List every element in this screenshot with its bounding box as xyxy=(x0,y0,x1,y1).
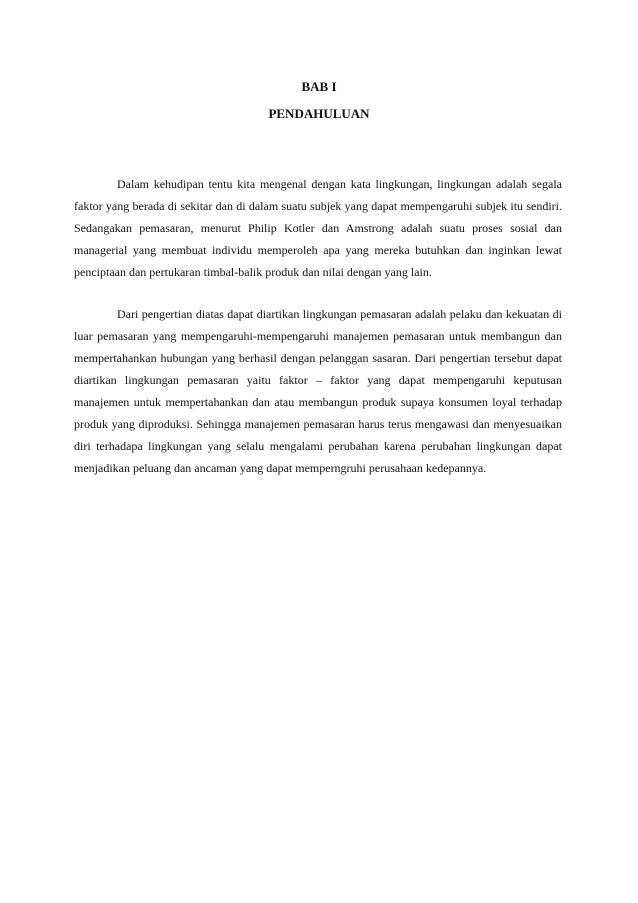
chapter-title: PENDAHULUAN xyxy=(268,106,370,121)
paragraph-2: Dari pengertian diatas dapat diartikan lingkungan pemasaran adalah pelaku dan kekuatan di luar pemasaran yang mempengaruhi-mempengaruhi manajemen pemasaran untuk membangun dan mempertahankan hubungan yang berhasil dengan pelanggan sasaran. Dari pengertian tersebut dapat diartikan lingkungan pemasaran yaitu faktor – faktor yang dapat mempengaruhi keputusan manajemen untuk mempertahankan dan atau membangun produk supaya konsumen loyal terhadap produk yang diproduksi. Sehingga manajemen pemasaran harus terus mengawasi dan menyesuaikan diri terhadapa lingkungan yang selalu mengalami perubahan karena perubahan lingkungan dapat menjadikan peluang dan ancaman yang dapat memperngruhi perusahaan kedepannya. xyxy=(74,307,562,475)
paragraph-1: Dalam kehudipan tentu kita mengenal dengan kata lingkungan, lingkungan adalah segala faktor yang berada di sekitar dan di dalam suatu subjek yang dapat mempengaruhi subjek itu sendiri. Sedangakan pemasaran, menurut Philip Kotler dan Amstrong adalah suatu proses sosial dan managerial yang membuat individu memperoleh apa yang mereka butuhkan dan inginkan lewat penciptaan dan pertukaran timbal-balik produk dan nilai dengan yang lain. xyxy=(74,177,562,279)
chapter-heading: BAB I xyxy=(301,79,337,94)
